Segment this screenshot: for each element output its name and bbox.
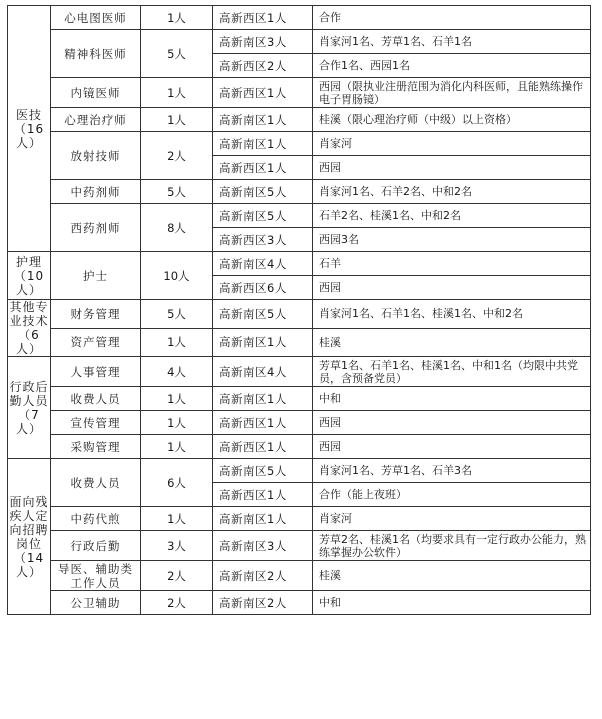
position-name: 中药剂师 — [51, 180, 141, 204]
position-count: 1人 — [141, 108, 213, 132]
category-cell: 医技（16人） — [8, 6, 51, 252]
table-row — [8, 6, 591, 30]
assignment-note: 合作 — [313, 6, 591, 30]
table-row — [8, 78, 591, 108]
position-name: 护士 — [51, 252, 141, 300]
recruitment-table — [7, 5, 591, 615]
assignment-note: 桂溪 — [313, 561, 591, 591]
assignment-note: 中和 — [313, 387, 591, 411]
assignment-note: 西园3名 — [313, 228, 591, 252]
assignment-note: 西园 — [313, 276, 591, 300]
table-row — [8, 180, 591, 204]
district-quota: 高新西区1人 — [213, 6, 313, 30]
table-row — [8, 204, 591, 228]
table-row — [8, 411, 591, 435]
district-quota: 高新西区1人 — [213, 483, 313, 507]
district-quota: 高新西区6人 — [213, 276, 313, 300]
assignment-note: 肖家河1名、芳草1名、石羊3名 — [313, 459, 591, 483]
position-count: 1人 — [141, 387, 213, 411]
position-count: 1人 — [141, 328, 213, 357]
assignment-note: 肖家河 — [313, 507, 591, 531]
table-row — [8, 300, 591, 329]
table-row — [8, 435, 591, 459]
category-cell: 其他专业技术（6人） — [9, 300, 49, 356]
table-row — [8, 591, 591, 615]
position-name: 收费人员 — [51, 459, 141, 507]
position-name: 放射技师 — [51, 132, 141, 180]
assignment-note: 肖家河1名、石羊2名、中和2名 — [313, 180, 591, 204]
position-count: 2人 — [141, 561, 213, 591]
position-count: 2人 — [141, 591, 213, 615]
district-quota: 高新西区1人 — [213, 78, 313, 108]
position-count: 8人 — [141, 204, 213, 252]
category-cell: 面向残疾人定向招聘岗位（14人） — [8, 459, 51, 615]
district-quota: 高新南区4人 — [213, 252, 313, 276]
assignment-note: 中和 — [313, 591, 591, 615]
assignment-note: 肖家河1名、芳草1名、石羊1名 — [313, 30, 591, 54]
assignment-note: 西园 — [313, 435, 591, 459]
assignment-note: 合作1名、西园1名 — [313, 54, 591, 78]
district-quota: 高新南区1人 — [213, 507, 313, 531]
table-row — [8, 561, 591, 591]
district-quota: 高新南区5人 — [213, 300, 313, 329]
assignment-note: 肖家河1名、石羊1名、桂溪1名、中和2名 — [313, 300, 591, 329]
assignment-note: 合作（能上夜班） — [313, 483, 591, 507]
assignment-note: 芳草1名、石羊1名、桂溪1名、中和1名（均限中共党员，含预备党员） — [313, 357, 591, 387]
position-count: 5人 — [141, 300, 213, 329]
category-cell: 护理（10人） — [8, 252, 51, 300]
district-quota: 高新南区5人 — [213, 459, 313, 483]
district-quota: 高新南区2人 — [213, 561, 313, 591]
table-row — [8, 252, 591, 276]
district-quota: 高新南区1人 — [213, 387, 313, 411]
table-row — [8, 531, 591, 561]
table-row — [8, 387, 591, 411]
district-quota: 高新南区4人 — [213, 357, 313, 387]
table-row — [8, 30, 591, 54]
table-row — [8, 108, 591, 132]
district-quota: 高新南区2人 — [213, 591, 313, 615]
district-quota: 高新西区3人 — [213, 228, 313, 252]
position-name: 行政后勤 — [51, 531, 141, 561]
position-name: 公卫辅助 — [51, 591, 141, 615]
position-count: 2人 — [141, 132, 213, 180]
position-name: 采购管理 — [51, 435, 141, 459]
assignment-note: 西园 — [313, 411, 591, 435]
assignment-note: 桂溪 — [313, 328, 591, 357]
assignment-note: 石羊 — [313, 252, 591, 276]
position-name: 收费人员 — [51, 387, 141, 411]
category-cell: 行政后勤人员（7人） — [8, 357, 51, 459]
position-count: 1人 — [141, 6, 213, 30]
position-count: 5人 — [141, 30, 213, 78]
table-row — [8, 328, 591, 357]
assignment-note: 西园 — [313, 156, 591, 180]
assignment-note: 石羊2名、桂溪1名、中和2名 — [313, 204, 591, 228]
position-count: 1人 — [141, 411, 213, 435]
district-quota: 高新南区5人 — [213, 180, 313, 204]
table-row — [8, 507, 591, 531]
position-name: 财务管理 — [51, 300, 141, 329]
assignment-note: 芳草2名、桂溪1名（均要求具有一定行政办公能力，熟练掌握办公软件） — [313, 531, 591, 561]
district-quota: 高新南区1人 — [213, 132, 313, 156]
position-name: 中药代煎 — [51, 507, 141, 531]
position-count: 5人 — [141, 180, 213, 204]
district-quota: 高新南区3人 — [213, 531, 313, 561]
position-count: 1人 — [141, 78, 213, 108]
position-name: 人事管理 — [51, 357, 141, 387]
district-quota: 高新南区5人 — [213, 204, 313, 228]
position-name: 资产管理 — [51, 328, 141, 357]
position-count: 10人 — [141, 252, 213, 300]
district-quota: 高新南区1人 — [213, 328, 313, 357]
table-row — [8, 459, 591, 483]
position-name: 宣传管理 — [51, 411, 141, 435]
position-name: 导医、辅助类工作人员 — [51, 561, 141, 591]
table-row — [8, 357, 591, 387]
district-quota: 高新南区3人 — [213, 30, 313, 54]
position-name: 内镜医师 — [51, 78, 141, 108]
position-count: 1人 — [141, 435, 213, 459]
position-count: 3人 — [141, 531, 213, 561]
table-row — [8, 132, 591, 156]
district-quota: 高新西区1人 — [213, 156, 313, 180]
position-name: 精神科医师 — [51, 30, 141, 78]
assignment-note: 肖家河 — [313, 132, 591, 156]
assignment-note: 西园（限执业注册范围为消化内科医师，且能熟练操作电子胃肠镜） — [313, 78, 591, 108]
district-quota: 高新西区1人 — [213, 411, 313, 435]
position-count: 4人 — [141, 357, 213, 387]
district-quota: 高新西区2人 — [213, 54, 313, 78]
position-count: 1人 — [141, 507, 213, 531]
position-name: 心电图医师 — [51, 6, 141, 30]
assignment-note: 桂溪（限心理治疗师（中级）以上资格） — [313, 108, 591, 132]
district-quota: 高新南区1人 — [213, 108, 313, 132]
position-name: 西药剂师 — [51, 204, 141, 252]
district-quota: 高新西区1人 — [213, 435, 313, 459]
position-name: 心理治疗师 — [51, 108, 141, 132]
position-count: 6人 — [141, 459, 213, 507]
